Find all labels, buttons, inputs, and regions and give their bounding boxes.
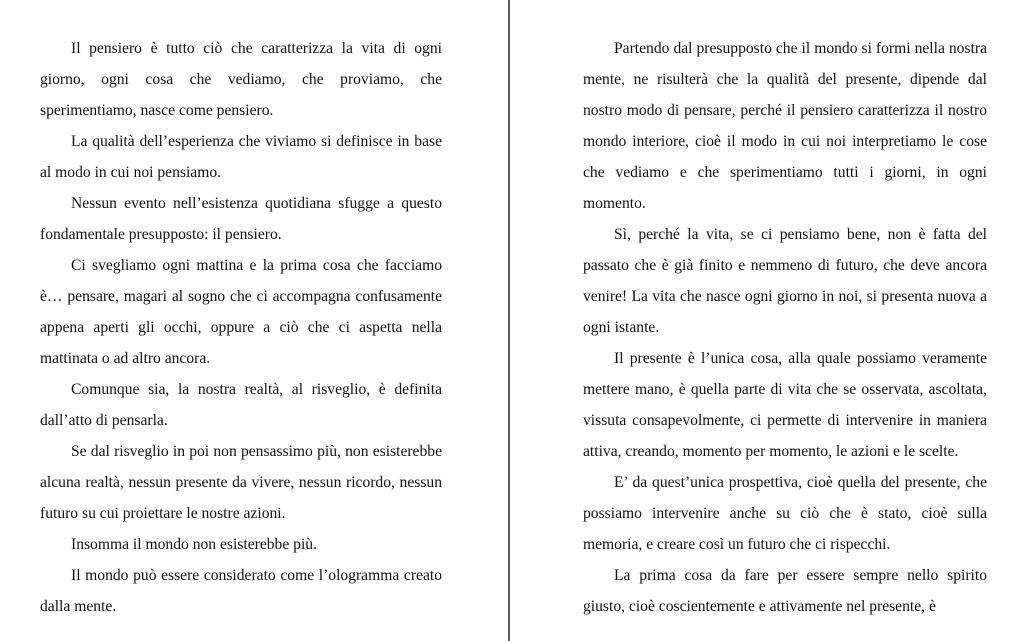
paragraph: Ci svegliamo ogni mattina e la prima cosa che facciamo è… pensare, magari al sogno che ci accompagna confusamente appena aperti gli occhi, oppure a ciò che ci aspetta nella mattinata o ad altro ancora. — [40, 257, 442, 367]
paragraph: Sì, perché la vita, se ci pensiamo bene, non è fatta del passato che è già finito e nemmeno di futuro, che deve ancora venire! La vita che nasce ogni giorno in noi, si presenta nuova a ogni istante. — [583, 226, 987, 336]
paragraph: Insomma il mondo non esisterebbe più. — [71, 536, 317, 553]
paragraph: Il mondo può essere considerato come l’ologramma creato dalla mente. — [40, 567, 442, 615]
paragraph: Comunque sia, la nostra realtà, al risveglio, è definita dall’atto di pensarla. — [40, 381, 442, 429]
page-left — [0, 0, 508, 641]
page-right — [510, 0, 1022, 641]
paragraph: Se dal risveglio in poi non pensassimo più, non esisterebbe alcuna realtà, nessun presente da vivere, nessun ricordo, nessun futuro su cui proiettare le nostre azioni. — [40, 443, 442, 522]
paragraph: Il presente è l’unica cosa, alla quale possiamo veramente mettere mano, è quella parte di vita che se osservata, ascoltata, vissuta consapevolmente, ci permette di intervenire in maniera attiva, creando, momento per momento, le azioni e le scelte. — [583, 350, 987, 460]
paragraph: Nessun evento nell’esistenza quotidiana sfugge a questo fondamentale presupposto: il pensiero. — [40, 195, 442, 243]
page-left-body — [40, 33, 442, 622]
paragraph: E’ da quest’unica prospettiva, cioè quella del presente, che possiamo intervenire anche su ciò che è stato, cioè sulla memoria, e creare così un futuro che ci rispecchi. — [583, 474, 987, 553]
paragraph: La prima cosa da fare per essere sempre nello spirito giusto, cioè coscientemente e attivamente nel presente, è — [583, 567, 987, 615]
paragraph: La qualità dell’esperienza che viviamo si definisce in base al modo in cui noi pensiamo. — [40, 133, 442, 181]
paragraph: Il pensiero è tutto ciò che caratterizza la vita di ogni giorno, ogni cosa che vediamo, che proviamo, che sperimentiamo, nasce come pensiero. — [40, 40, 442, 119]
page-right-body — [583, 33, 987, 622]
paragraph: Partendo dal presupposto che il mondo si formi nella nostra mente, ne risulterà che la qualità del presente, dipende dal nostro modo di pensare, perché il pensiero caratterizza il nostro mondo interiore, cioè il modo in cui noi interpretiamo le cose che vediamo e che sperimentiamo tutti i giorni, in ogni momento. — [583, 40, 987, 212]
